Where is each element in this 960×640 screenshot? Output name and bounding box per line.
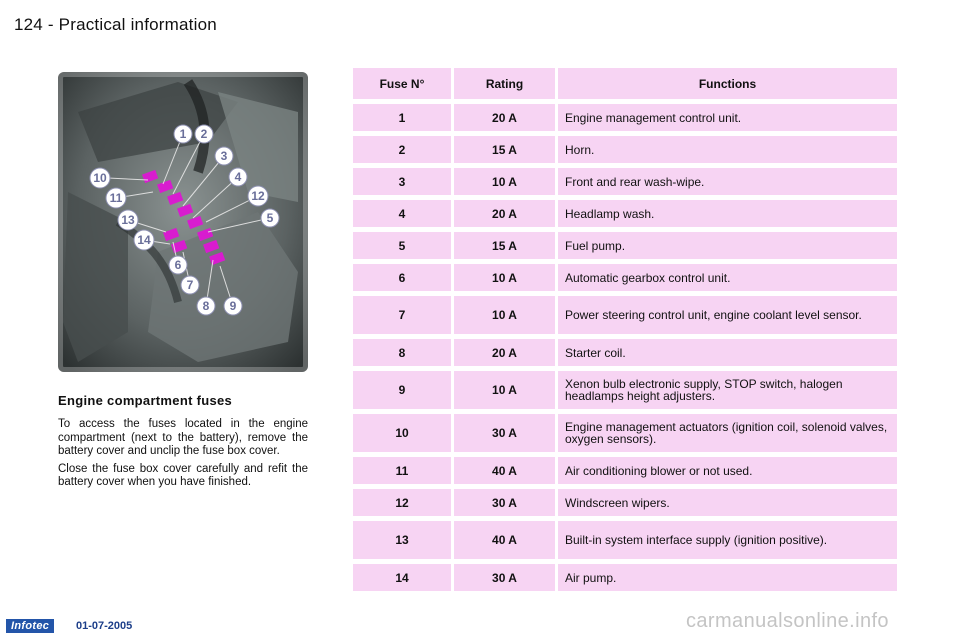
fuse-rating: 30 A (454, 414, 555, 452)
fuse-function: Engine management control unit. (558, 104, 897, 131)
fuse-number: 5 (353, 232, 451, 259)
fuse-number: 3 (353, 168, 451, 195)
svg-text:4: 4 (234, 170, 242, 184)
table-row (353, 339, 897, 366)
header-functions: Functions (558, 68, 897, 99)
fuse-function: Headlamp wash. (558, 200, 897, 227)
fuse-rating: 15 A (454, 232, 555, 259)
fuse-function: Power steering control unit, engine coolant level sensor. (558, 296, 897, 334)
fuse-function: Built-in system interface supply (ignition positive). (558, 521, 897, 559)
fuse-number: 4 (353, 200, 451, 227)
svg-text:6: 6 (174, 258, 182, 272)
table-row (353, 564, 897, 591)
fuse-number: 11 (353, 457, 451, 484)
watermark: carmanualsonline.info (686, 610, 889, 632)
fuse-function: Starter coil. (558, 339, 897, 366)
fuse-rating: 15 A (454, 136, 555, 163)
fuse-rating: 10 A (454, 264, 555, 291)
table-row (353, 200, 897, 227)
callout-4 (229, 168, 247, 186)
fuse-number: 9 (353, 371, 451, 409)
svg-text:10: 10 (93, 171, 107, 185)
callout-10 (90, 168, 110, 188)
callout-3 (215, 147, 233, 165)
callout-11 (106, 188, 126, 208)
svg-text:12: 12 (251, 189, 265, 203)
instruction-paragraph: Close the fuse box cover carefully and refit the battery cover when you have finished. (58, 462, 308, 488)
fuse-function: Xenon bulb electronic supply, STOP switch, halogen headlamps height adjusters. (558, 371, 897, 409)
callout-6 (169, 256, 187, 274)
table-row (353, 232, 897, 259)
table-row (353, 489, 897, 516)
fuse-number: 6 (353, 264, 451, 291)
svg-text:2: 2 (200, 127, 208, 141)
instructions-text (58, 418, 308, 494)
callout-8 (197, 297, 215, 315)
fuse-number: 12 (353, 489, 451, 516)
fuse-function: Fuel pump. (558, 232, 897, 259)
fuse-number: 2 (353, 136, 451, 163)
table-row (353, 136, 897, 163)
svg-text:9: 9 (229, 299, 237, 313)
svg-text:1: 1 (179, 127, 187, 141)
fuse-rating: 20 A (454, 104, 555, 131)
fuse-function: Windscreen wipers. (558, 489, 897, 516)
callout-9 (224, 297, 242, 315)
table-row (353, 521, 897, 559)
fuse-rating: 20 A (454, 200, 555, 227)
fuse-rating: 10 A (454, 371, 555, 409)
page-title: 124 - Practical information (14, 15, 217, 34)
svg-text:8: 8 (202, 299, 210, 313)
fuse-function: Front and rear wash-wipe. (558, 168, 897, 195)
fuse-function: Air conditioning blower or not used. (558, 457, 897, 484)
callout-12 (248, 186, 268, 206)
table-row (353, 168, 897, 195)
fuse-rating: 40 A (454, 521, 555, 559)
fuse-function: Engine management actuators (ignition coil, solenoid valves, oxygen sensors). (558, 414, 897, 452)
svg-text:11: 11 (109, 191, 123, 205)
callout-14 (134, 230, 154, 250)
table-row (353, 296, 897, 334)
table-row (353, 264, 897, 291)
svg-text:7: 7 (186, 278, 194, 292)
callout-1 (174, 125, 192, 143)
fuse-number: 14 (353, 564, 451, 591)
fuse-rating: 30 A (454, 564, 555, 591)
edition-date: 01-07-2005 (76, 620, 133, 632)
header-rating: Rating (454, 68, 555, 99)
svg-text:13: 13 (121, 213, 135, 227)
table-row (353, 371, 897, 409)
fuse-function: Horn. (558, 136, 897, 163)
table-row (353, 414, 897, 452)
table-row (353, 457, 897, 484)
fuse-number: 7 (353, 296, 451, 334)
callout-2 (195, 125, 213, 143)
fuse-number: 8 (353, 339, 451, 366)
infotec-logo: Infotec (6, 619, 54, 633)
fuse-rating: 10 A (454, 296, 555, 334)
callout-7 (181, 276, 199, 294)
callout-13 (118, 210, 138, 230)
fuse-number: 10 (353, 414, 451, 452)
fuse-box-photo (58, 72, 308, 372)
fuse-rating: 10 A (454, 168, 555, 195)
fuse-table (350, 63, 900, 596)
fuse-rating: 40 A (454, 457, 555, 484)
fuse-number: 13 (353, 521, 451, 559)
fuse-number: 1 (353, 104, 451, 131)
header-fuse-number: Fuse N° (353, 68, 451, 99)
section-title: Engine compartment fuses (58, 393, 233, 408)
instruction-paragraph: To access the fuses located in the engine compartment (next to the battery), remove the battery cover and unclip the fuse box cover. (58, 418, 308, 457)
callout-5 (261, 209, 279, 227)
fuse-rating: 20 A (454, 339, 555, 366)
fuse-rating: 30 A (454, 489, 555, 516)
fuse-function: Automatic gearbox control unit. (558, 264, 897, 291)
svg-text:3: 3 (220, 149, 228, 163)
table-row (353, 104, 897, 131)
svg-text:5: 5 (266, 211, 274, 225)
fuse-function: Air pump. (558, 564, 897, 591)
svg-text:14: 14 (137, 233, 151, 247)
